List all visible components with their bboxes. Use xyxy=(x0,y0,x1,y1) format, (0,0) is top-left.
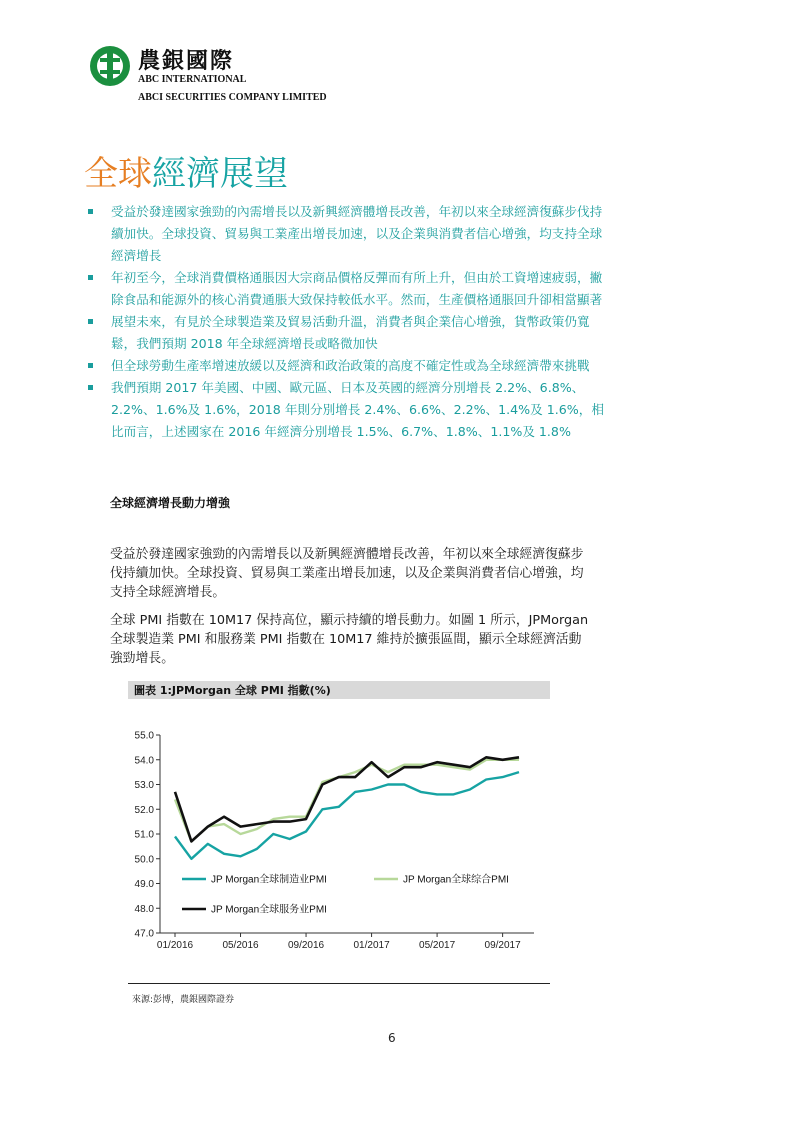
logo-english-name: ABC INTERNATIONAL xyxy=(138,74,247,85)
body-paragraph-2: 全球 PMI 指數在 10M17 保持高位，顯示持續的增長動力。如圖 1 所示，JPMorgan 全球製造業 PMI 和服務業 PMI 指數在 10M17 維持於擴張區間，顯示全球經濟活動強勁增長。 xyxy=(110,613,589,666)
series-line-1 xyxy=(175,772,519,859)
bullet-text: 但全球勞動生產率增速放緩以及經濟和政治政策的高度不確定性或為全球經濟帶來挑戰 xyxy=(111,358,590,373)
source-divider xyxy=(128,983,550,984)
y-tick-label: 52.0 xyxy=(134,804,154,816)
x-tick-label: 01/2017 xyxy=(353,940,390,951)
logo-company-name: ABCI SECURITIES COMPANY LIMITED xyxy=(138,92,327,103)
figure-caption-band xyxy=(128,681,550,699)
page-title xyxy=(84,146,288,195)
figure-caption: 圖表 1:JPMorgan 全球 PMI 指數(%) xyxy=(134,684,331,697)
bullet-item xyxy=(88,267,608,311)
y-tick-label: 51.0 xyxy=(134,829,154,841)
company-logo xyxy=(88,44,348,104)
y-tick-label: 50.0 xyxy=(134,854,154,866)
bullet-text: 年初至今，全球消費價格通脹因大宗商品價格反彈而有所上升，但由於工資增速疲弱，撇除食品和能源外的核心消費通脹大致保持較低水平。然而，生產價格通脹回升卻相當顯著 xyxy=(111,270,603,307)
figure-source: 來源:彭博，農銀國際證券 xyxy=(132,995,235,1005)
y-tick-label: 49.0 xyxy=(134,879,154,890)
page-number: 6 xyxy=(388,1031,396,1045)
bullet-square-icon xyxy=(88,385,93,390)
title-part-1: 全球 xyxy=(84,154,152,194)
x-tick-label: 09/2017 xyxy=(484,940,521,951)
bullet-item xyxy=(88,201,608,267)
bullet-item xyxy=(88,311,608,355)
x-tick-label: 01/2016 xyxy=(156,940,194,951)
y-tick-label: 54.0 xyxy=(134,755,154,767)
bullet-square-icon xyxy=(88,209,93,214)
y-tick-label: 53.0 xyxy=(134,780,154,791)
y-tick-label: 55.0 xyxy=(134,730,154,742)
x-tick-label: 09/2016 xyxy=(287,940,325,951)
bullet-item xyxy=(88,377,608,443)
bullet-text: 受益於發達國家強勁的內需增長以及新興經濟體增長改善，年初以來全球經濟復蘇步伐持續加快。全球投資、貿易與工業產出增長加速，以及企業與消費者信心增強，均支持全球經濟增長 xyxy=(111,204,603,263)
summary-bullets xyxy=(88,201,608,443)
body-paragraph-1: 受益於發達國家強勁的內需增長以及新興經濟體增長改善，年初以來全球經濟復蘇步伐持續加快。全球投資、貿易與工業產出增長加速，以及企業與消費者信心增強，均支持全球經濟增長。 xyxy=(110,547,584,600)
bullet-text: 我們預期 2017 年美國、中國、歐元區、日本及英國的經濟分別增長 2.2%、6.8%、2.2%、1.6%及 1.6%，2018 年則分別增長 2.4%、6.6%、2.2%、1.4%及 1.6%，相比而言，上述國家在 2016 年經濟分別增長 1.5%、6.7%、1.8%、1.1%及 1.8% xyxy=(111,380,604,439)
section-heading: 全球經濟增長動力增強 xyxy=(110,496,231,510)
pmi-line-chart xyxy=(128,712,550,962)
bullet-item xyxy=(88,355,608,377)
bullet-square-icon xyxy=(88,275,93,280)
y-tick-label: 48.0 xyxy=(134,903,154,915)
legend-label-3: JP Morgan全球服务业PMI xyxy=(211,904,327,916)
bullet-square-icon xyxy=(88,319,93,324)
legend-label-1: JP Morgan全球制造业PMI xyxy=(211,874,327,886)
x-tick-label: 05/2016 xyxy=(222,940,259,951)
y-tick-label: 47.0 xyxy=(134,928,154,940)
x-tick-label: 05/2017 xyxy=(419,940,456,951)
title-part-2: 經濟展望 xyxy=(152,154,288,194)
abc-logo-icon xyxy=(88,44,132,88)
bullet-square-icon xyxy=(88,363,93,368)
logo-chinese-name: 農銀國際 xyxy=(138,48,235,74)
legend-label-2: JP Morgan全球综合PMI xyxy=(403,874,509,886)
bullet-text: 展望未來，有見於全球製造業及貿易活動升溫，消費者與企業信心增強，貨幣政策仍寬鬆，我們預期 2018 年全球經濟增長或略微加快 xyxy=(111,314,590,351)
